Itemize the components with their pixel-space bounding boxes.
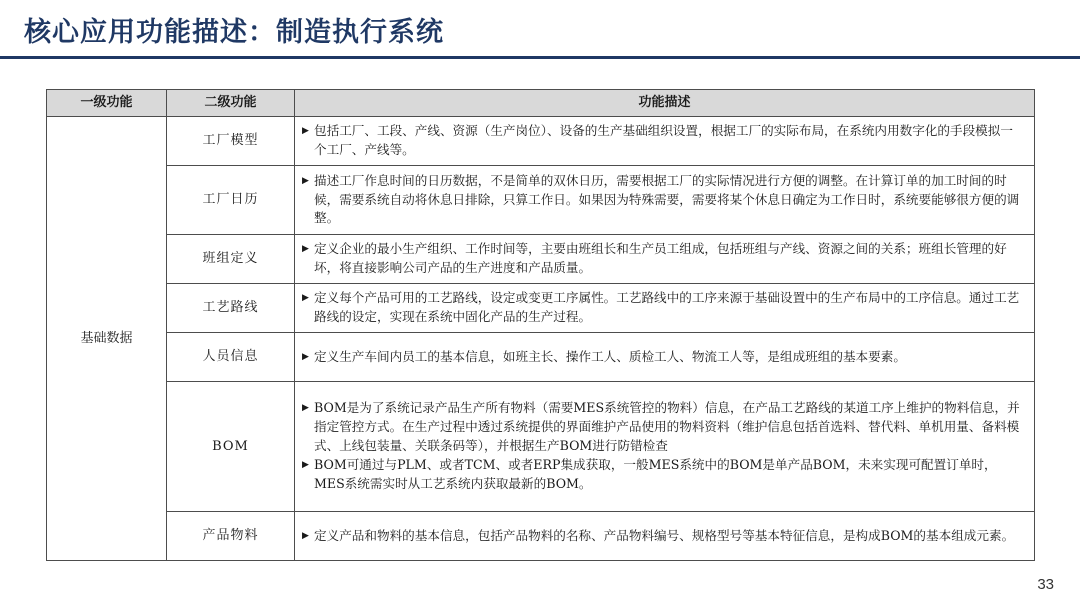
bullet-item — [302, 527, 1024, 546]
page-title: 核心应用功能描述：制造执行系统 — [24, 17, 444, 48]
description-cell — [295, 117, 1035, 166]
bullet-text: BOM是为了系统记录产品生产所有物料（需要MES系统管控的物料）信息，在产品工艺路线的某道工序上维护的物料信息，并指定管控方式。在生产过程中透过系统提供的界面维护产品使用的物料资料（维护信息包括首选料、替代料、单机用量、备料模式、上线包装量、关联条码等），并根据生产BOM进行防错检查 — [314, 400, 1020, 454]
level2-cell: 产品物料 — [167, 512, 295, 561]
bullet-item — [302, 348, 1024, 367]
table-row — [47, 235, 1035, 284]
triangle-right-icon: ▶ — [302, 351, 309, 362]
bullet-text: 定义产品和物料的基本信息，包括产品物料的名称、产品物料编号、规格型号等基本特征信息，是构成BOM的基本组成元素。 — [314, 527, 1015, 543]
bullet-text: 描述工厂作息时间的日历数据，不是简单的双休日历，需要根据工厂的实际情况进行方便的调整。在计算订单的加工时间的时候，需要系统自动将休息日排除，只算工作日。如果因为特殊需要，需要将某个休息日确定为工作日时，系统要能够很方便的调整。 — [314, 172, 1020, 226]
bullet-item — [302, 240, 1024, 278]
description-cell — [295, 382, 1035, 512]
triangle-right-icon: ▶ — [302, 126, 309, 137]
page-number: 33 — [1037, 576, 1054, 593]
triangle-right-icon: ▶ — [302, 175, 309, 186]
bullet-text: BOM可通过与PLM、或者TCM、或者ERP集成获取，一般MES系统中的BOM是单产品BOM，未来实现可配置订单时，MES系统需实时从工艺系统内获取最新的BOM。 — [314, 456, 997, 491]
column-header-level1: 一级功能 — [47, 90, 167, 117]
level1-cell: 基础数据 — [47, 117, 167, 561]
level2-cell: 工厂模型 — [167, 117, 295, 166]
bullet-text: 定义企业的最小生产组织、工作时间等，主要由班组长和生产员工组成，包括班组与产线、资源之间的关系；班组长管理的好坏，将直接影响公司产品的生产进度和产品质量。 — [314, 241, 1007, 275]
triangle-right-icon: ▶ — [302, 244, 309, 255]
description-cell — [295, 235, 1035, 284]
bullet-item — [302, 399, 1024, 456]
column-header-description: 功能描述 — [295, 90, 1035, 117]
function-table — [46, 89, 1035, 561]
bullet-item — [302, 456, 1024, 494]
table-row — [47, 382, 1035, 512]
table-row — [47, 284, 1035, 333]
table-header-row — [47, 90, 1035, 117]
bullet-item — [302, 122, 1024, 160]
bullet-item — [302, 289, 1024, 327]
level2-cell: 工艺路线 — [167, 284, 295, 333]
level2-cell: BOM — [167, 382, 295, 512]
description-cell — [295, 166, 1035, 235]
column-header-level2: 二级功能 — [167, 90, 295, 117]
description-cell — [295, 333, 1035, 382]
table-row — [47, 117, 1035, 166]
level2-cell: 工厂日历 — [167, 166, 295, 235]
title-divider — [0, 56, 1080, 59]
table-row — [47, 512, 1035, 561]
table-row — [47, 333, 1035, 382]
bullet-item — [302, 172, 1024, 229]
triangle-right-icon: ▶ — [302, 459, 309, 470]
bullet-text: 定义生产车间内员工的基本信息，如班主长、操作工人、质检工人、物流工人等，是组成班组的基本要素。 — [314, 348, 906, 364]
table-row — [47, 166, 1035, 235]
level2-cell: 班组定义 — [167, 235, 295, 284]
triangle-right-icon: ▶ — [302, 530, 309, 541]
bullet-text: 定义每个产品可用的工艺路线，设定或变更工序属性。工艺路线中的工序来源于基础设置中的生产布局中的工序信息。通过工艺路线的设定，实现在系统中固化产品的生产过程。 — [314, 290, 1020, 324]
triangle-right-icon: ▶ — [302, 293, 309, 304]
bullet-text: 包括工厂、工段、产线、资源（生产岗位）、设备的生产基础组织设置，根据工厂的实际布局，在系统内用数字化的手段模拟一个工厂、产线等。 — [314, 123, 1013, 157]
triangle-right-icon: ▶ — [302, 403, 309, 414]
level2-cell: 人员信息 — [167, 333, 295, 382]
description-cell — [295, 512, 1035, 561]
description-cell — [295, 284, 1035, 333]
